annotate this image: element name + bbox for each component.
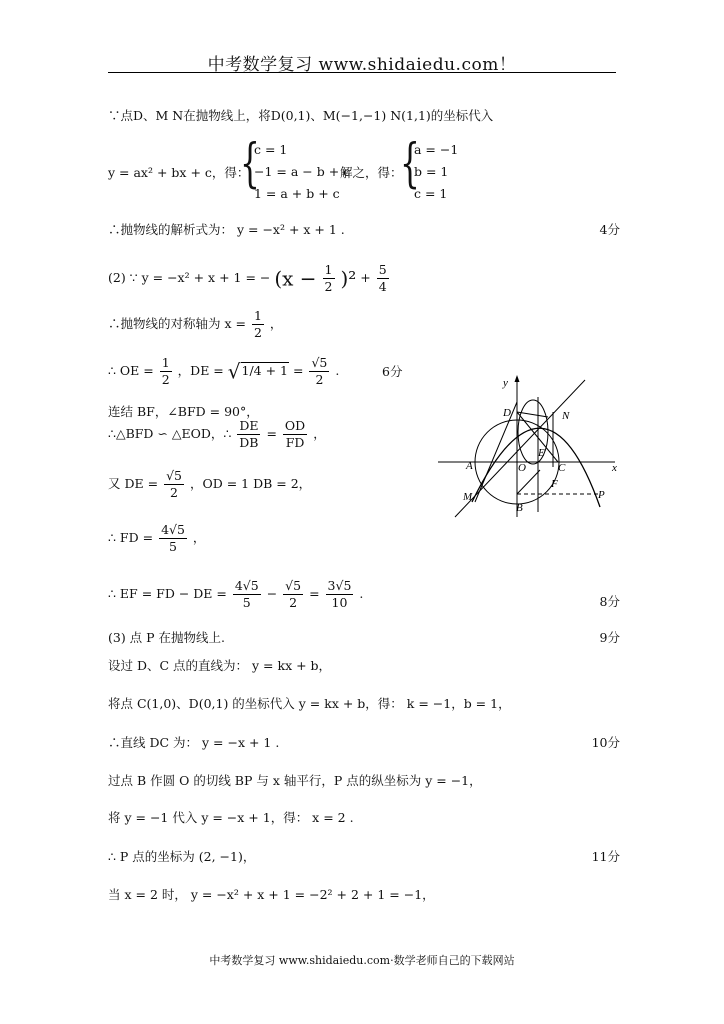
text-line-1: ∵点D、M N在抛物线上，将D(0,1)、M(−1,−1) N(1,1)的坐标代入 [108,108,494,123]
system1-eq-3: 1 = a + b + c [254,186,340,201]
label-a: A [466,460,473,472]
label-e: E [538,447,545,459]
score-11: 11分 [591,849,620,864]
label-d: D [503,407,511,419]
label-f: F [551,478,558,490]
score-6: 6分 [382,364,403,379]
label-y: y [503,377,508,389]
tangent-line [455,380,585,517]
text-line-8: ∴△BFD ∽ △EOD，∴ $\frac{DE}{DB}$ = $\frac{OD}{FD}$ ， [108,418,326,450]
score-9: 9分 [599,630,620,645]
text-line-9: 又 DE = $\frac{√5}{2}$ ，OD = 1 DB = 2， [108,468,312,500]
text-line-17: 将 y = −1 代入 y = −x + 1，得： x = 2 . [108,810,354,825]
label-n: N [562,410,570,422]
y-axis-arrow [515,375,520,382]
label-x: x [612,462,617,474]
text-line-2-mid: 解之，得： [340,165,403,180]
system1-eq-2: −1 = a − b + c [254,164,351,179]
geometry-figure [430,372,630,522]
score-10: 10分 [591,735,620,750]
text-line-15: ∴直线 DC 为： y = −x + 1 . [108,735,280,750]
text-line-14: 将点 C(1,0)、D(0,1) 的坐标代入 y = kx + b，得： k = −1，b = 1， [108,696,511,711]
text-line-16: 过点 B 作圆 O 的切线 BP 与 x 轴平行，P 点的纵坐标为 y = −1， [108,773,482,788]
line-dn [517,412,548,417]
system2-eq-1: a = −1 [414,142,459,157]
text-line-2-prefix: y = ax² + bx + c，得： [108,165,250,180]
page-footer: 中考数学复习 www.shidaiedu.com·数学老师自己的下载网站 [209,954,515,967]
text-line-3: ∴抛物线的解析式为： y = −x² + x + 1 . [108,222,345,237]
system1-eq-1: c = 1 [254,142,288,157]
left-brace-1: { [240,134,260,194]
label-p: P [598,489,605,501]
score-8: 8分 [599,594,620,609]
page-header: 中考数学复习 www.shidaiedu.com！ [207,55,517,75]
text-line-12: (3) 点 P 在抛物线上. [108,630,226,645]
score-4: 4分 [599,222,620,237]
text-line-11: ∴ EF = FD − DE = $\frac{4√5}{5}$ − $\frac{√5}{2}$ = $\frac{3√5}{10}$ . [108,578,364,610]
text-line-19: 当 x = 2 时， y = −x² + x + 1 = −2² + 2 + 1 = −1， [108,887,435,902]
text-line-6: ∴ OE = $\frac{1}{2}$ ，DE = √1/4 + 1 = $\frac{√5}{2}$ . [108,355,340,387]
text-line-4: (2) ∵ y = −x² + x + 1 = − (x − $\frac{1}{2}$ )² + $\frac{5}{4}$ [108,262,387,294]
label-b: B [516,502,523,514]
label-o: O [518,462,526,474]
label-c: C [558,462,566,474]
equation-system-1 [254,139,350,205]
label-m: M [463,491,473,503]
header-rule [108,72,616,73]
system2-eq-2: b = 1 [414,164,449,179]
system2-eq-3: c = 1 [414,186,448,201]
text-line-7: 连结 BF，∠BFD = 90°， [108,404,259,419]
text-line-13: 设过 D、C 点的直线为： y = kx + b， [108,658,332,673]
fraction-half: $\frac{1}{2}$ [324,262,333,294]
text-line-18: ∴ P 点的坐标为 (2, −1)， [108,849,256,864]
fraction-five-fourths: $\frac{5}{4}$ [378,262,387,294]
text-line-5: ∴抛物线的对称轴为 x = $\frac{1}{2}$ ， [108,308,283,340]
left-brace-2: { [400,134,420,194]
equation-system-2 [414,139,458,205]
text-line-10: ∴ FD = $\frac{4√5}{5}$ ， [108,522,206,554]
